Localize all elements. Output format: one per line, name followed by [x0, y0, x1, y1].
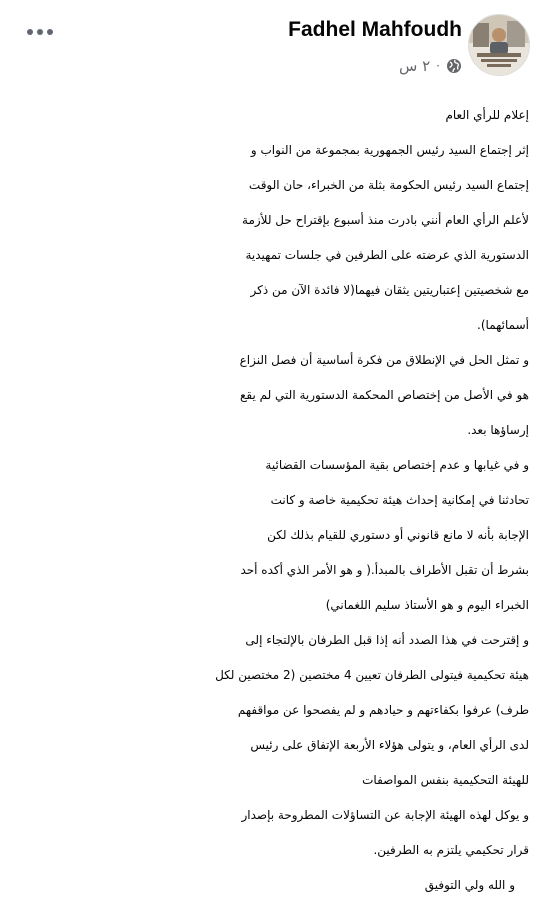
post-text-line: هيئة تحكيمية فيتولى الطرفان تعيين 4 مختصين (2 مختصين لكل	[215, 668, 529, 682]
post-text-line: مع شخصيتين إعتباريتين يثقان فيهما(لا فائدة الآن من ذكر	[250, 283, 529, 297]
post-text-line: إرساؤها بعد.	[467, 423, 529, 437]
post-text-line: بشرط أن تقبل الأطراف بالمبدأ.( و هو الأمر الذي أكده أحد	[240, 563, 529, 577]
post-text-line: إثر إجتماع السيد رئيس الجمهورية بمجموعة من النواب و	[250, 143, 529, 157]
author-name[interactable]: Fadhel Mahfoudh	[288, 18, 462, 41]
more-dot	[37, 29, 43, 35]
avatar-image	[469, 15, 529, 75]
post-text-line: الخبراء اليوم و هو الأستاذ سليم اللغماني)	[325, 598, 529, 612]
meta-separator: ·	[436, 59, 440, 73]
post-text-line: الدستورية الذي عرضته على الطرفين في جلسات تمهيدية	[245, 248, 529, 262]
post-text-line: تحادثنا في إمكانية إحداث هيئة تحكيمية خاصة و كانت	[270, 493, 529, 507]
post-text-line: و يوكل لهذه الهيئة الإجابة عن التساؤلات المطروحة بإصدار	[241, 808, 529, 822]
post-text-line: الإجابة بأنه لا مانع قانوني أو دستوري للقيام بذلك لكن	[267, 528, 529, 542]
post-text-line: إجتماع السيد رئيس الحكومة بثلة من الخبراء، حان الوقت	[248, 178, 529, 192]
post-text-line: لأعلم الرأي العام أنني بادرت منذ أسبوع بإقتراح حل للأزمة	[242, 213, 529, 227]
post-meta	[399, 57, 462, 75]
post-timestamp[interactable]: ٢ س	[399, 57, 431, 75]
post-header	[0, 0, 540, 96]
post-text-line: و تمثل الحل في الإنطلاق من فكرة أساسية أن فصل النزاع	[239, 353, 529, 367]
post-text-line: هو في الأصل من إختصاص المحكمة الدستورية التي لم يقع	[239, 388, 529, 402]
post-text-line: لدى الرأي العام، و يتولى هؤلاء الأربعة الإتفاق على رئيس	[250, 738, 529, 752]
post-text-line: و في غيابها و عدم إختصاص بقية المؤسسات القضائية	[265, 458, 529, 472]
avatar[interactable]	[468, 14, 530, 76]
post-text-line: طرف) عرفوا بكفاءتهم و حيادهم و لم يفصحوا عن مواقفهم	[237, 703, 529, 717]
post-text-line: و إقترحت في هذا الصدد أنه إذا قبل الطرفان بالإلتجاء إلى	[245, 633, 529, 647]
globe-icon[interactable]	[446, 58, 462, 74]
post-text	[8, 98, 529, 903]
more-dot	[27, 29, 33, 35]
more-dot	[47, 29, 53, 35]
post-text-line: للهيئة التحكيمية بنفس المواصفات	[362, 773, 529, 787]
post-signoff: و الله ولي التوفيق	[424, 878, 515, 892]
more-options-button[interactable]	[22, 20, 58, 44]
post-text-line: أسمائهما).	[477, 318, 529, 332]
post-text-line: إعلام للرأي العام	[445, 108, 529, 122]
post-text-line: قرار تحكيمي يلتزم به الطرفين.	[373, 843, 529, 857]
